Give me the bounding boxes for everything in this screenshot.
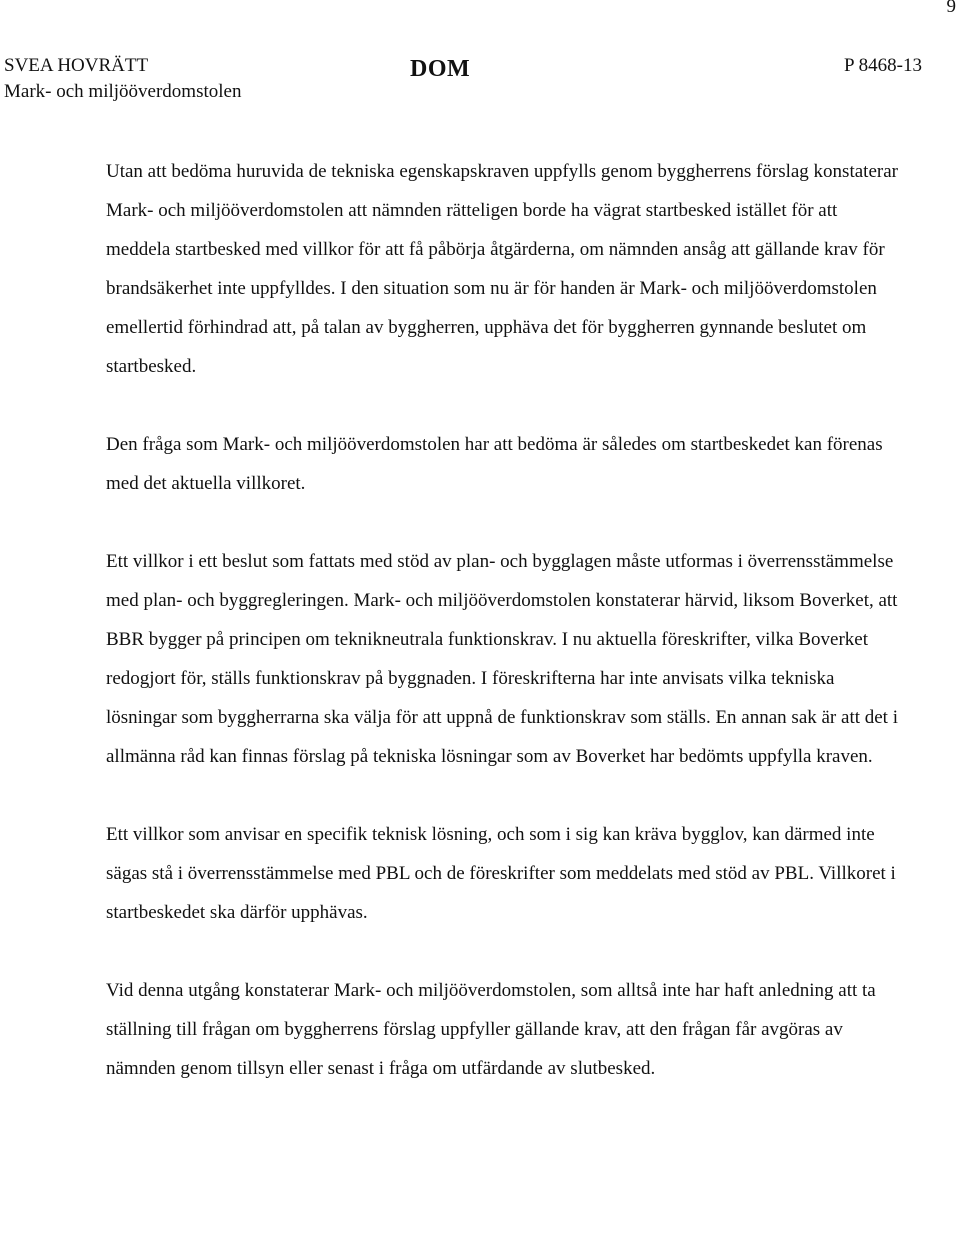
paragraph-2: Den fråga som Mark- och miljööverdomstolen har att bedöma är således om startbeskedet kan förenas med det aktuella villkoret. [106,434,883,494]
document-body [106,152,906,1088]
paragraph-3: Ett villkor i ett beslut som fattats med stöd av plan- och bygglagen måste utformas i överrensstämmelse med plan- och byggregleringen. Mark- och miljööverdomstolen konstaterar härvid, liksom Boverket, att BBR bygger på principen om teknikneutrala funktionskrav. I nu aktuella föreskrifter, vilka Boverket redogjort för, ställs funktionskrav på byggnaden. I föreskrifterna har inte anvisats vilka tekniska lösningar som byggherrarna ska välja för att uppnå de funktionskrav som ställs. En annan sak är att det i allmänna råd kan finnas förslag på tekniska lösningar som av Boverket har bedömts uppfylla kraven. [106,551,898,767]
page-number: 9 [946,0,956,17]
document-type-heading: DOM [410,56,471,82]
paragraph-5: Vid denna utgång konstaterar Mark- och miljööverdomstolen, som alltså inte har haft anledning att ta ställning till frågan om byggherrens förslag uppfyller gällande krav, att den frågan får avgöras av nämnden genom tillsyn eller senast i fråga om utfärdande av slutbesked. [106,980,876,1079]
court-name: SVEA HOVRÄTT [4,55,149,76]
paragraph-1: Utan att bedöma huruvida de tekniska egenskapskraven uppfylls genom byggherrens förslag konstaterar Mark- och miljööverdomstolen att nämnden rätteligen borde ha vägrat startbesked istället för att meddela startbesked med villkor för att få påbörja åtgärderna, om nämnden ansåg att gällande krav för brandsäkerhet inte uppfylldes. I den situation som nu är för handen är Mark- och miljööverdomstolen emellertid förhindrad att, på talan av byggherren, upphäva det för byggherren gynnande beslutet om startbesked. [106,161,898,377]
paragraph-4: Ett villkor som anvisar en specifik teknisk lösning, och som i sig kan kräva bygglov, kan därmed inte sägas stå i överrensstämmelse med PBL och de föreskrifter som meddelats med stöd av PBL. Villkoret i startbeskedet ska därför upphävas. [106,824,896,923]
court-division: Mark- och miljööverdomstolen [4,81,242,102]
case-number: P 8468-13 [844,55,922,76]
